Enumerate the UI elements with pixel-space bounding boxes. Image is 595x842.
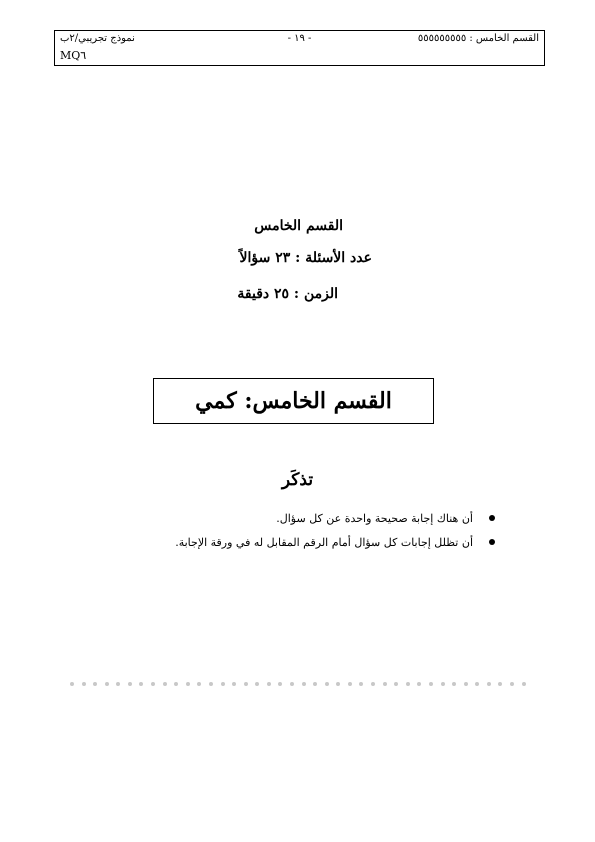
divider-dot: [325, 682, 329, 686]
divider-dot: [151, 682, 155, 686]
divider-dot: [128, 682, 132, 686]
divider-dot: [313, 682, 317, 686]
questions-count: عدد الأسئلة : ٢٣ سؤالاً: [239, 250, 372, 266]
divider-dot: [209, 682, 213, 686]
divider-dot: [348, 682, 352, 686]
divider-dot: [278, 682, 282, 686]
header-section-label: القسم الخامس :: [469, 33, 539, 44]
divider-dot: [359, 682, 363, 686]
list-item-text: أن تظلل إجابات كل سؤال أمام الرقم المقابل له في ورقة الإجابة.: [175, 536, 473, 549]
bullet-icon: [489, 539, 495, 545]
dotted-divider: [70, 682, 526, 688]
divider-dot: [232, 682, 236, 686]
divider-dot: [510, 682, 514, 686]
divider-dot: [163, 682, 167, 686]
divider-dot: [267, 682, 271, 686]
bullet-icon: [489, 515, 495, 521]
divider-dot: [406, 682, 410, 686]
divider-dot: [302, 682, 306, 686]
section-title: القسم الخامس: [254, 218, 343, 234]
divider-dot: [383, 682, 387, 686]
time-limit: الزمن : ٢٥ دقيقة: [237, 286, 338, 302]
divider-dot: [93, 682, 97, 686]
divider-dot: [174, 682, 178, 686]
list-item: [100, 534, 495, 558]
divider-dot: [197, 682, 201, 686]
divider-dot: [464, 682, 468, 686]
divider-dot: [394, 682, 398, 686]
divider-dot: [139, 682, 143, 686]
divider-dot: [452, 682, 456, 686]
divider-dot: [429, 682, 433, 686]
divider-dot: [255, 682, 259, 686]
divider-dot: [371, 682, 375, 686]
divider-dot: [116, 682, 120, 686]
page-header: [54, 30, 545, 66]
divider-dot: [82, 682, 86, 686]
remember-heading: تذكَر: [281, 470, 314, 490]
divider-dot: [417, 682, 421, 686]
list-item-text: أن هناك إجابة صحيحة واحدة عن كل سؤال.: [276, 512, 473, 525]
divider-dot: [221, 682, 225, 686]
divider-dot: [70, 682, 74, 686]
divider-dot: [186, 682, 190, 686]
model-label: نموذج تجريبي/٢ب: [60, 33, 135, 44]
list-item: [100, 510, 495, 534]
divider-dot: [441, 682, 445, 686]
divider-dot: [105, 682, 109, 686]
remember-list: [100, 510, 495, 558]
divider-dot: [487, 682, 491, 686]
page-number: - ١٩ -: [287, 33, 312, 44]
divider-dot: [475, 682, 479, 686]
model-code: MQ٦: [60, 49, 87, 62]
divider-dot: [290, 682, 294, 686]
section-title-box-text: القسم الخامس: كمي: [195, 388, 392, 414]
divider-dot: [498, 682, 502, 686]
divider-dot: [522, 682, 526, 686]
divider-dot: [244, 682, 248, 686]
divider-dot: [336, 682, 340, 686]
section-title-box: [153, 378, 434, 424]
header-section-code: ٥٥٥٥٥٥٥٥٥: [417, 33, 467, 44]
